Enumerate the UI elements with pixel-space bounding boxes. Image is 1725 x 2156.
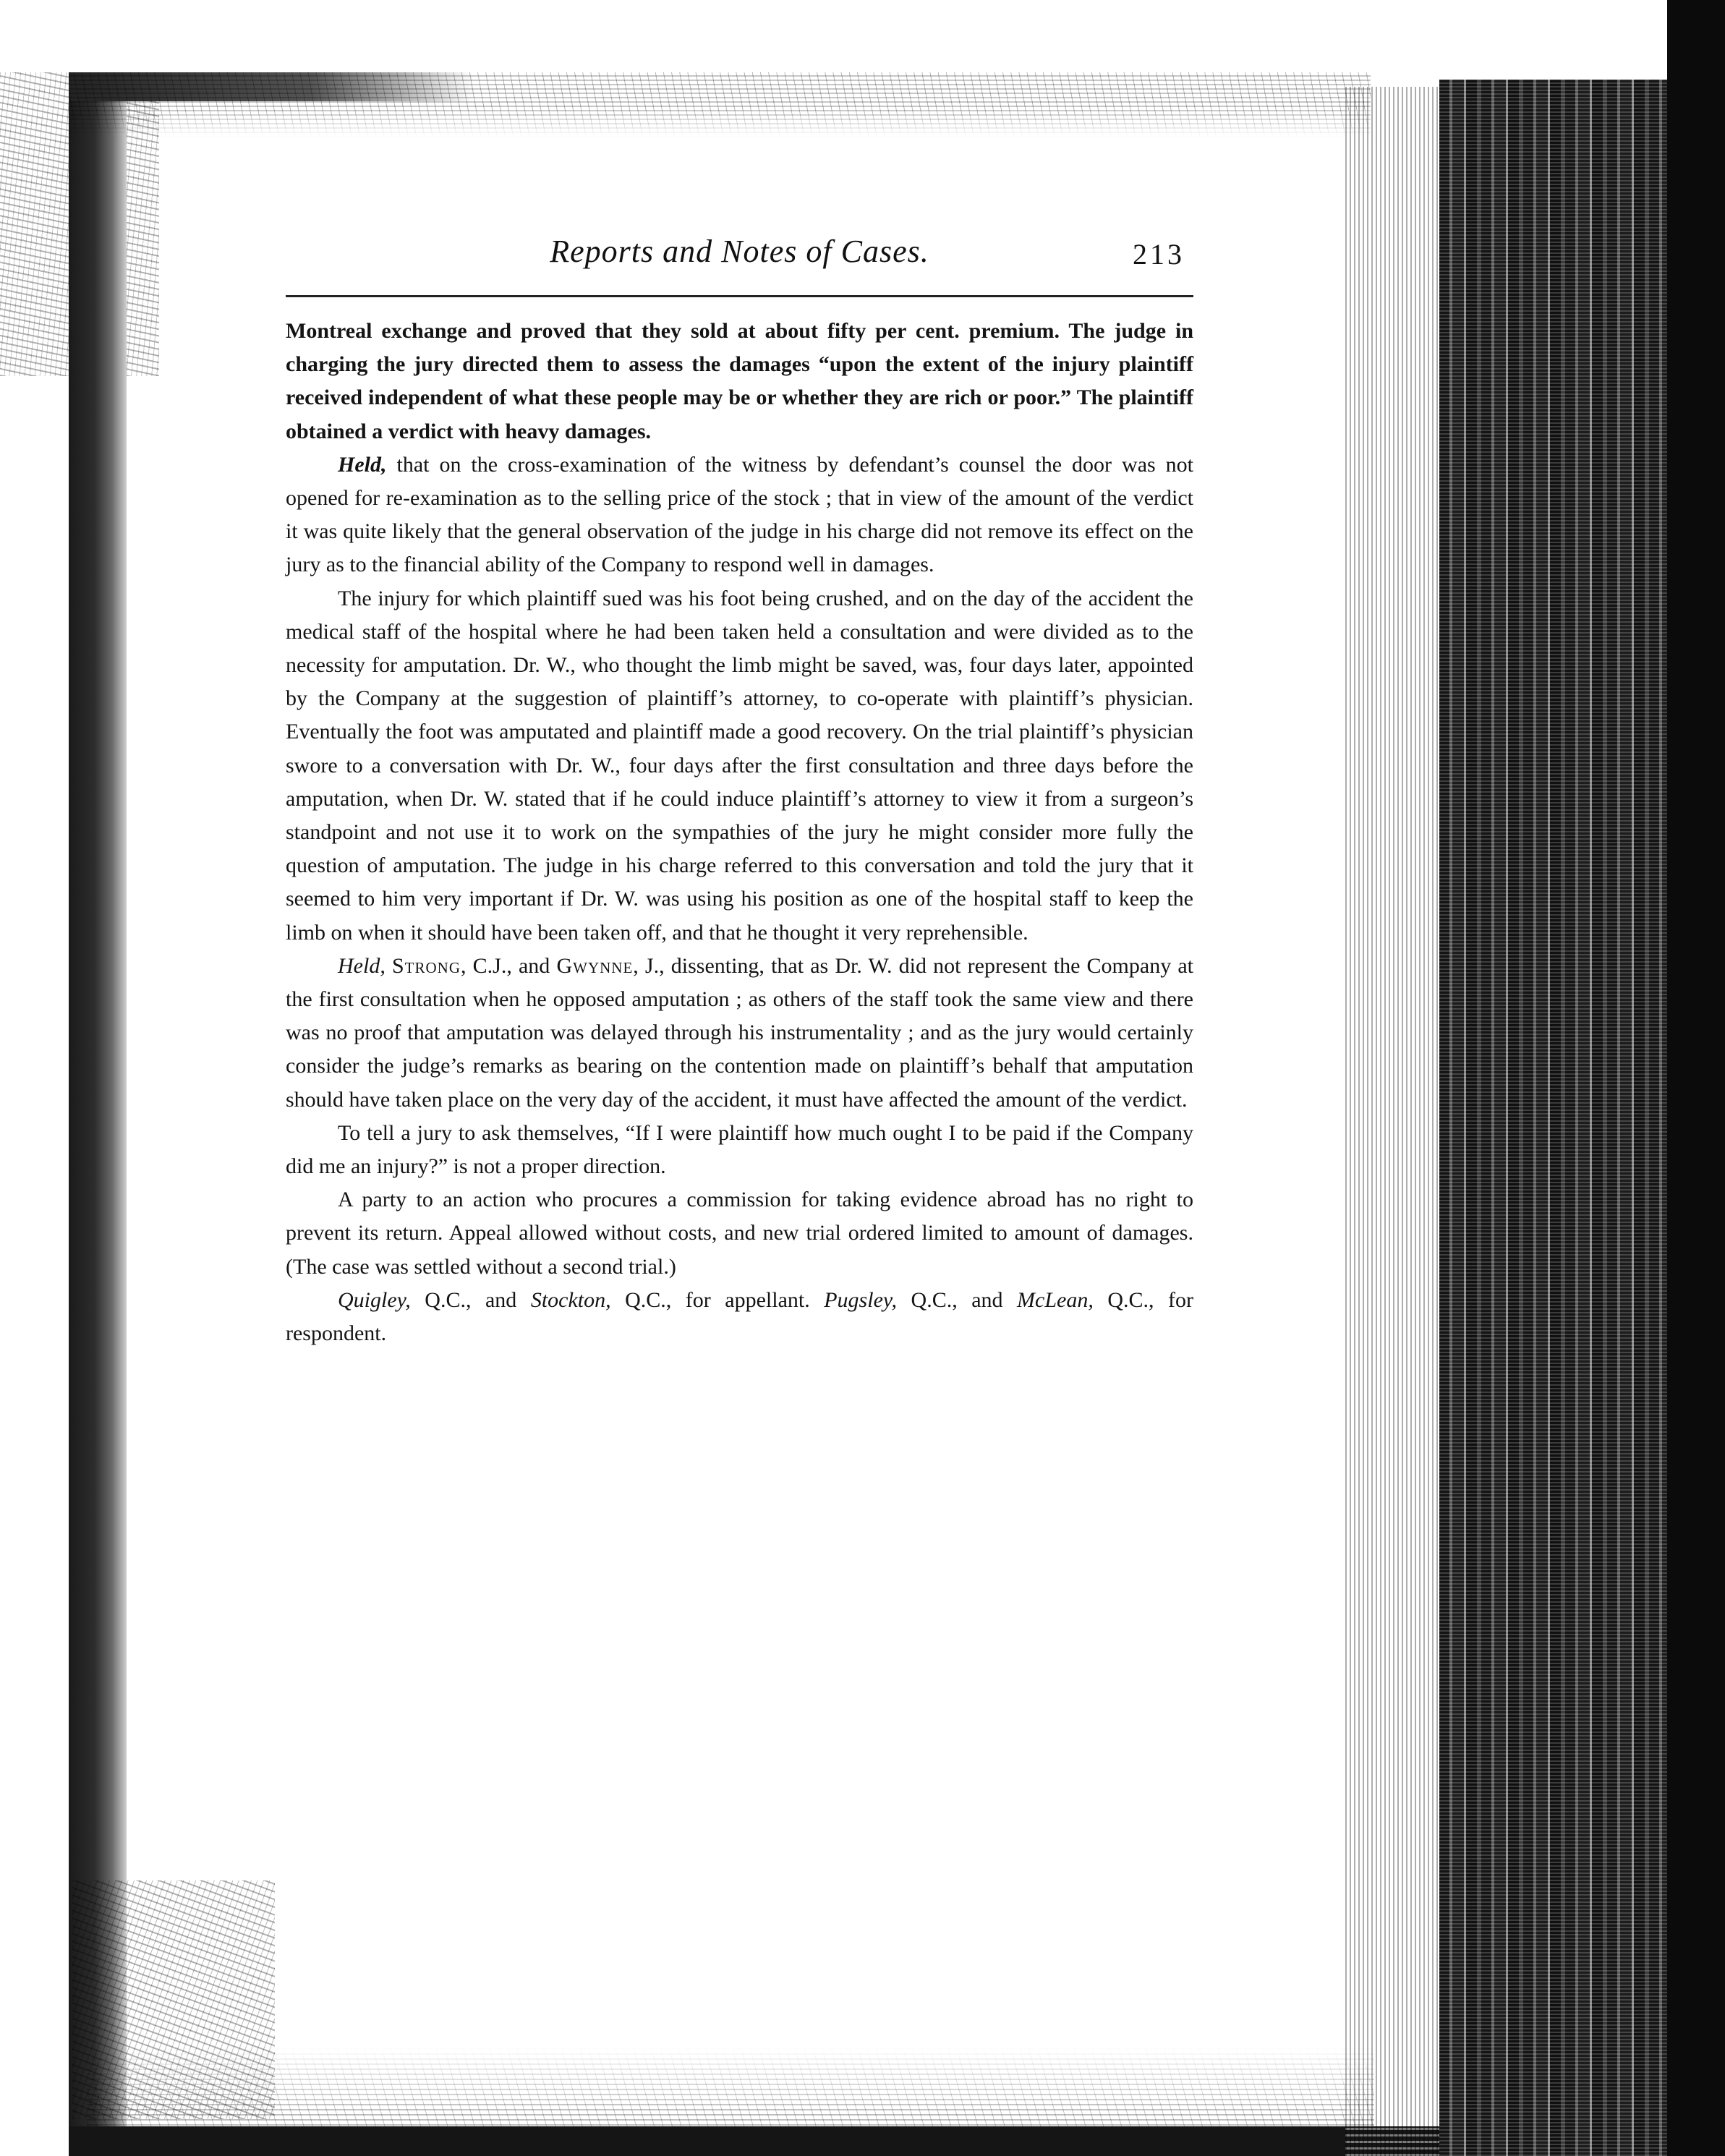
paragraph-2 <box>286 448 1193 582</box>
book-gutter-shadow <box>69 72 127 2156</box>
paragraph-6: A party to an action who procures a commission for taking evidence abroad has no right to prevent its return. Appeal allowed without costs, and new trial ordered limited to amount of damages. (The case was settled without a second trial.) <box>286 1188 1193 1279</box>
paragraph-7-counsel <box>286 1284 1193 1350</box>
running-title: Reports and Notes of Cases. <box>550 234 929 269</box>
held-lead: Held, <box>338 953 386 978</box>
paragraph-4-text: , J., dissenting, that as Dr. W. did not represent the Company at the first consultation when he opposed amputation ; as others of the staff took the same view and there was no proof that amputation was delayed through his instrumentality ; and as the jury would certainly consider the judge’s remarks as bearing on the contention made on plaintiff’s behalf that amputation should have taken place on the very day of the accident, it must have affected the amount of the verdict. <box>286 953 1194 1112</box>
paragraph-1: Montreal exchange and proved that they sold at about fifty per cent. premium. The judge in charging the jury directed them to assess the damages “upon the extent of the injury plaintiff received independent of what these people may be or whether they are rich or poor.” The plaintiff obtained a verdict with heavy damages. <box>286 319 1193 443</box>
counsel-name: McLean, <box>1017 1287 1094 1312</box>
book-page-edges <box>1439 80 1725 2156</box>
text-fragment: Q.C., for respondent. <box>286 1287 1194 1346</box>
scan-shadow-right <box>1667 0 1725 2156</box>
text-fragment: Q.C., for appellant. <box>610 1287 825 1312</box>
scan-shadow-top <box>69 72 474 101</box>
document-page <box>286 231 1194 1346</box>
scan-noise-top <box>69 72 1371 137</box>
running-head <box>286 231 1193 288</box>
text-fragment: Q.C., and <box>897 1287 1018 1312</box>
paragraph-4 <box>286 950 1193 1117</box>
scan-shadow-bottom <box>69 2126 1725 2156</box>
page-edge-noise <box>1345 87 1447 2156</box>
book-page-edges-noise <box>1439 80 1725 2156</box>
judge-name: Gwynne <box>556 953 634 978</box>
counsel-name: Pugsley, <box>824 1287 898 1312</box>
judge-name: Strong <box>391 953 461 978</box>
held-lead: Held, <box>338 452 387 477</box>
paragraph-2-text: that on the cross-examination of the witness by defendant’s counsel the door was not opened for re-examination as to the selling price of the stock ; that in view of the amount of the verdict it was quite likely that the general observation of the judge in his charge did not remove its effect on the jury as to the financial ability of the Company to respond well in damages. <box>286 452 1193 577</box>
page-number: 213 <box>1133 238 1185 270</box>
counsel-name: Stockton, <box>530 1287 611 1312</box>
paragraph-3: The injury for which plaintiff sued was his foot being crushed, and on the day of the accident the medical staff of the hospital where he had been taken held a consultation and were divided as to the necessity for amputation. Dr. W., who thought the limb might be saved, was, four days later, appointed by the Company at the suggestion of plaintiff’s attorney, to co-operate with plaintiff’s physician. Eventually the foot was amputated and plaintiff made a good recovery. On the trial plaintiff’s physician swore to a conversation with Dr. W., four days after the first consultation and three days before the amputation, when Dr. W. stated that if he could induce plaintiff’s attorney to view it from a surgeon’s standpoint and not use it to work on the sympathies of the jury he might consider more fully the question of amputation. The judge in his charge referred to this conversation and told the jury that it seemed to him very important if Dr. W. was using his position as one of the hospital staff to keep the limb on when it should have been taken off, and that he thought it very reprehensible. <box>286 586 1193 945</box>
counsel-name: Quigley, <box>338 1287 411 1312</box>
scan-noise-left <box>0 72 159 376</box>
paragraph-5: To tell a jury to ask themselves, “If I were plaintiff how much ought I to be paid if the Company did me an injury?” is not a proper direction. <box>286 1120 1193 1179</box>
text-fragment: Q.C., and <box>410 1287 531 1312</box>
scan-noise-bottom <box>87 2047 1374 2156</box>
body-text <box>286 315 1193 1350</box>
text-fragment: , C.J., and <box>461 953 557 978</box>
scan-noise-bottom-left <box>72 1880 275 2119</box>
header-rule <box>286 295 1193 297</box>
